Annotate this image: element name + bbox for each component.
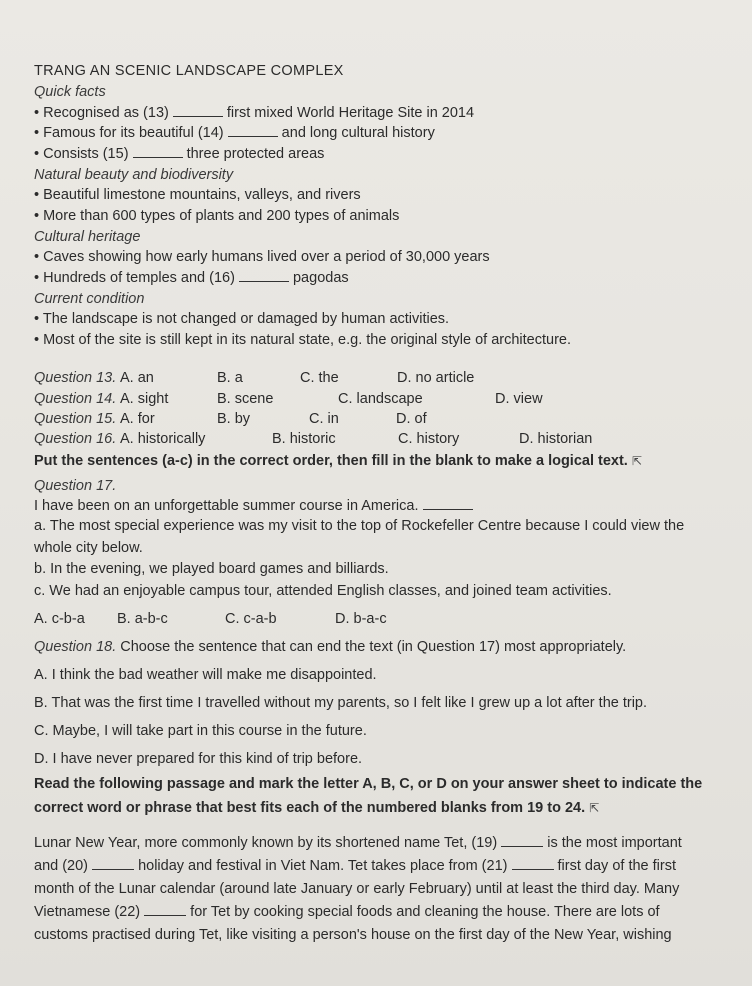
option-a[interactable]: A. for: [120, 411, 155, 427]
fact-text: • Recognised as (13): [34, 105, 173, 121]
blank-16: [239, 269, 289, 282]
blank-19: [501, 834, 543, 847]
fact-landscape: • The landscape is not changed or damaged by human activities.: [34, 311, 450, 327]
fact-natural-state: • Most of the site is still kept in its natural state, e.g. the original style of architecture.: [34, 332, 571, 348]
passage-line-3: month of the Lunar calendar (around late January or early February) until at least the third day. Many: [34, 881, 680, 897]
option-a[interactable]: A. sight: [120, 391, 169, 407]
blank-17: [423, 497, 473, 510]
corner-arrow-icon: ⇱: [631, 454, 642, 468]
question-13: [34, 369, 734, 387]
option-d[interactable]: D. of: [396, 411, 427, 427]
option-d[interactable]: D. no article: [397, 370, 475, 386]
question-label: Question 18.: [34, 639, 117, 655]
option-b[interactable]: B. a-b-c: [117, 611, 168, 627]
passage-text: first day of the first: [553, 858, 676, 874]
sentence-a-line1: a. The most special experience was my visit to the top of Rockefeller Centre because I could view the: [34, 518, 685, 534]
question-16: [34, 430, 734, 448]
question-label: Question 15.: [34, 411, 117, 427]
fact-text: pagodas: [288, 270, 349, 286]
passage-text: Lunar New Year, more commonly known by its shortened name Tet, (19): [34, 835, 502, 851]
fact-text: three protected areas: [182, 146, 325, 162]
instruction-text: correct word or phrase that best fits each of the numbered blanks from 19 to 24.: [34, 800, 586, 816]
fact-text: • Hundreds of temples and (16): [34, 270, 239, 286]
option-b[interactable]: B. scene: [217, 391, 274, 407]
option-b[interactable]: B. a: [217, 370, 243, 386]
passage-line-4: [34, 903, 660, 921]
fact-caves: • Caves showing how early humans lived over a period of 30,000 years: [34, 249, 490, 265]
instruction-ordering: [34, 452, 642, 470]
option-c[interactable]: C. history: [398, 431, 460, 447]
option-d[interactable]: D. view: [495, 391, 543, 407]
option-c[interactable]: C. c-a-b: [225, 611, 277, 627]
option-a[interactable]: A. an: [120, 370, 154, 386]
fact-text: first mixed World Heritage Site in 2014: [222, 105, 475, 121]
section-natural: Natural beauty and biodiversity: [34, 167, 234, 183]
section-quick-facts: Quick facts: [34, 84, 106, 100]
option-b[interactable]: B. historic: [272, 431, 336, 447]
option-b[interactable]: B. by: [217, 411, 251, 427]
blank-13: [173, 104, 223, 117]
fact-text: and long cultural history: [277, 125, 435, 141]
question-15: [34, 410, 734, 428]
option-a[interactable]: A. I think the bad weather will make me disappointed.: [34, 667, 377, 683]
passage-text: for Tet by cooking special foods and cleaning the house. There are lots of: [186, 904, 660, 920]
option-c[interactable]: C. the: [300, 370, 339, 386]
fact-limestone: • Beautiful limestone mountains, valleys, and rivers: [34, 187, 361, 203]
blank-15: [133, 145, 183, 158]
sentence-c: c. We had an enjoyable campus tour, attended English classes, and joined team activities.: [34, 583, 612, 599]
option-d[interactable]: D. I have never prepared for this kind of trip before.: [34, 751, 363, 767]
fact-plants-animals: • More than 600 types of plants and 200 types of animals: [34, 208, 400, 224]
sentence-a-line2: whole city below.: [34, 540, 143, 556]
sentence-b: b. In the evening, we played board games and billiards.: [34, 561, 389, 577]
passage-text: is the most important: [543, 835, 682, 851]
passage-text: holiday and festival in Viet Nam. Tet takes place from (21): [134, 858, 512, 874]
blank-21: [512, 857, 554, 870]
question-label: Question 14.: [34, 391, 117, 407]
passage-text: Vietnamese (22): [34, 904, 145, 920]
option-c[interactable]: C. landscape: [338, 391, 423, 407]
instruction-passage-line2: [34, 799, 599, 817]
fact-temples: [34, 269, 349, 287]
stem-text: Choose the sentence that can end the text (in Question 17) most appropriately.: [116, 639, 627, 655]
blank-20: [92, 857, 134, 870]
instruction-passage-line1: Read the following passage and mark the letter A, B, C, or D on your answer sheet to indicate the: [34, 776, 703, 792]
passage-line-1: [34, 834, 682, 852]
option-b[interactable]: B. That was the first time I travelled without my parents, so I felt like I grew up a lot after the trip.: [34, 695, 648, 711]
question-14: [34, 390, 734, 408]
option-a[interactable]: A. c-b-a: [34, 611, 85, 627]
fact-text: • Famous for its beautiful (14): [34, 125, 228, 141]
fact-famous: [34, 124, 435, 142]
question-17-options: [34, 610, 734, 628]
page-title: TRANG AN SCENIC LANDSCAPE COMPLEX: [34, 63, 344, 79]
passage-line-2: [34, 857, 676, 875]
question-18-stem: [34, 638, 626, 656]
question-label: Question 16.: [34, 431, 117, 447]
fact-text: • Consists (15): [34, 146, 133, 162]
option-a[interactable]: A. historically: [120, 431, 206, 447]
section-current: Current condition: [34, 291, 145, 307]
option-c[interactable]: C. Maybe, I will take part in this course in the future.: [34, 723, 367, 739]
blank-14: [228, 124, 278, 137]
question-17-label: Question 17.: [34, 478, 117, 494]
option-d[interactable]: D. b-a-c: [335, 611, 387, 627]
passage-line-5: customs practised during Tet, like visiting a person's house on the first day of the New Year, wishing: [34, 927, 672, 943]
corner-arrow-icon: ⇱: [589, 801, 600, 815]
option-c[interactable]: C. in: [309, 411, 339, 427]
instruction-text: Put the sentences (a-c) in the correct order, then fill in the blank to make a logical text.: [34, 453, 628, 469]
section-cultural: Cultural heritage: [34, 229, 141, 245]
option-d[interactable]: D. historian: [519, 431, 593, 447]
intro-text: I have been on an unforgettable summer course in America.: [34, 498, 423, 514]
question-17-intro: [34, 497, 473, 515]
blank-22: [144, 903, 186, 916]
passage-text: and (20): [34, 858, 93, 874]
question-label: Question 13.: [34, 370, 117, 386]
fact-consists: [34, 145, 324, 163]
fact-recognised: [34, 104, 474, 122]
